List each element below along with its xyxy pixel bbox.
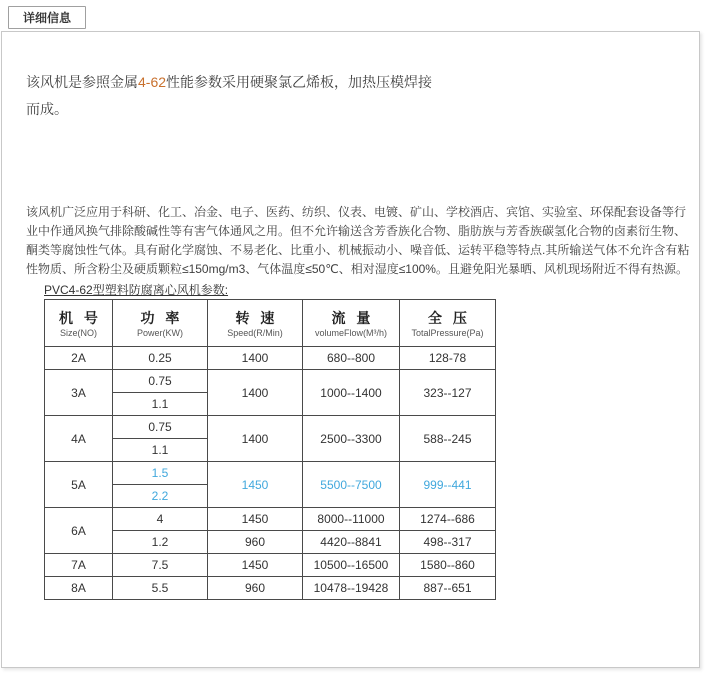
table-row-5a xyxy=(45,462,496,485)
cell-5a-speed: 1450 xyxy=(208,462,303,508)
cell-4a-pressure: 588--245 xyxy=(400,416,496,462)
cell-2a-size: 2A xyxy=(45,347,113,370)
header-speed xyxy=(208,300,303,347)
table-title: PVC4-62型塑料防腐离心风机参数: xyxy=(44,283,229,297)
cell-5a-power1: 1.5 xyxy=(113,462,208,485)
cell-5a-pressure: 999--441 xyxy=(400,462,496,508)
cell-3a-size: 3A xyxy=(45,370,113,416)
intro-text-suffix: 性能参数采用硬聚氯乙烯板，加热压模焊接而成。 xyxy=(26,74,433,117)
table-row-2a xyxy=(45,347,496,370)
intro-paragraph xyxy=(26,69,442,123)
header-pressure xyxy=(400,300,496,347)
cell-2a-speed: 1400 xyxy=(208,347,303,370)
cell-6a-size: 6A xyxy=(45,508,113,554)
cell-5a-size: 5A xyxy=(45,462,113,508)
table-row-4a xyxy=(45,416,496,439)
header-pressure-en: TotalPressure(Pa) xyxy=(411,328,484,338)
header-speed-cn: 转 速 xyxy=(235,310,275,326)
header-power xyxy=(113,300,208,347)
tab-detail-info[interactable] xyxy=(8,6,86,29)
cell-4a-size: 4A xyxy=(45,416,113,462)
cell-5a-power2: 2.2 xyxy=(113,485,208,508)
cell-4a-flow: 2500--3300 xyxy=(303,416,400,462)
cell-6a-flow2: 4420--8841 xyxy=(303,531,400,554)
header-pressure-cn: 全 压 xyxy=(428,310,467,326)
table-row-6a-sub xyxy=(45,531,496,554)
header-power-cn: 功 率 xyxy=(140,310,180,326)
cell-8a-size: 8A xyxy=(45,577,113,600)
application-description: 该风机广泛应用于科研、化工、冶金、电子、医药、纺织、仪表、电镀、矿山、学校酒店、宾馆、实验室、环保配套设备等行业中作通风换气排除酸碱性等有害气体通风之用。但不允许输送含芳香族化合物、脂肪族与芳香族碳氢化合物的卤素衍生物、酮类等腐蚀性气体。具有耐化学腐蚀、不易老化、比重小、机械振动小、噪音低、运转平稳等特点.其所输送气体不允许含有粘性物质、所含粉尘及硬质颗粒≤150mg/m3、气体温度≤50℃、相对湿度≤100%。且避免阳光暴晒、风机现场附近不得有热源。 xyxy=(26,205,690,276)
cell-7a-power: 7.5 xyxy=(113,554,208,577)
header-power-en: Power(KW) xyxy=(136,328,183,338)
intro-model-number: 4-62 xyxy=(138,74,167,90)
table-row-6a xyxy=(45,508,496,531)
cell-3a-power1: 0.75 xyxy=(113,370,208,393)
cell-8a-flow: 10478--19428 xyxy=(303,577,400,600)
cell-6a-pressure1: 1274--686 xyxy=(400,508,496,531)
fan-parameters-table xyxy=(44,299,496,600)
cell-7a-speed: 1450 xyxy=(208,554,303,577)
table-row-3a xyxy=(45,370,496,393)
cell-6a-power2: 1.2 xyxy=(113,531,208,554)
detail-panel xyxy=(1,31,700,668)
intro-text-prefix: 该风机是参照金属 xyxy=(26,74,138,90)
table-header-row xyxy=(45,300,496,347)
header-size-cn: 机 号 xyxy=(59,310,98,326)
cell-3a-power2: 1.1 xyxy=(113,393,208,416)
cell-3a-pressure: 323--127 xyxy=(400,370,496,416)
cell-8a-speed: 960 xyxy=(208,577,303,600)
cell-7a-pressure: 1580--860 xyxy=(400,554,496,577)
header-flow xyxy=(303,300,400,347)
table-row-7a xyxy=(45,554,496,577)
cell-3a-flow: 1000--1400 xyxy=(303,370,400,416)
cell-2a-flow: 680--800 xyxy=(303,347,400,370)
cell-6a-power1: 4 xyxy=(113,508,208,531)
header-size-en: Size(NO) xyxy=(59,328,97,338)
header-speed-en: Speed(R/Min) xyxy=(227,328,283,338)
table-row-8a xyxy=(45,577,496,600)
header-size xyxy=(45,300,113,347)
tab-detail-info-label: 详细信息 xyxy=(22,11,71,25)
cell-8a-power: 5.5 xyxy=(113,577,208,600)
cell-6a-pressure2: 498--317 xyxy=(400,531,496,554)
cell-2a-pressure: 128-78 xyxy=(400,347,496,370)
cell-2a-power: 0.25 xyxy=(113,347,208,370)
cell-7a-flow: 10500--16500 xyxy=(303,554,400,577)
cell-8a-pressure: 887--651 xyxy=(400,577,496,600)
cell-6a-speed2: 960 xyxy=(208,531,303,554)
cell-6a-flow1: 8000--11000 xyxy=(303,508,400,531)
cell-4a-speed: 1400 xyxy=(208,416,303,462)
cell-7a-size: 7A xyxy=(45,554,113,577)
header-flow-en: volumeFlow(M³/h) xyxy=(314,328,387,338)
header-flow-cn: 流 量 xyxy=(331,310,371,326)
cell-3a-speed: 1400 xyxy=(208,370,303,416)
cell-4a-power1: 0.75 xyxy=(113,416,208,439)
cell-4a-power2: 1.1 xyxy=(113,439,208,462)
cell-6a-speed1: 1450 xyxy=(208,508,303,531)
cell-5a-flow: 5500--7500 xyxy=(303,462,400,508)
